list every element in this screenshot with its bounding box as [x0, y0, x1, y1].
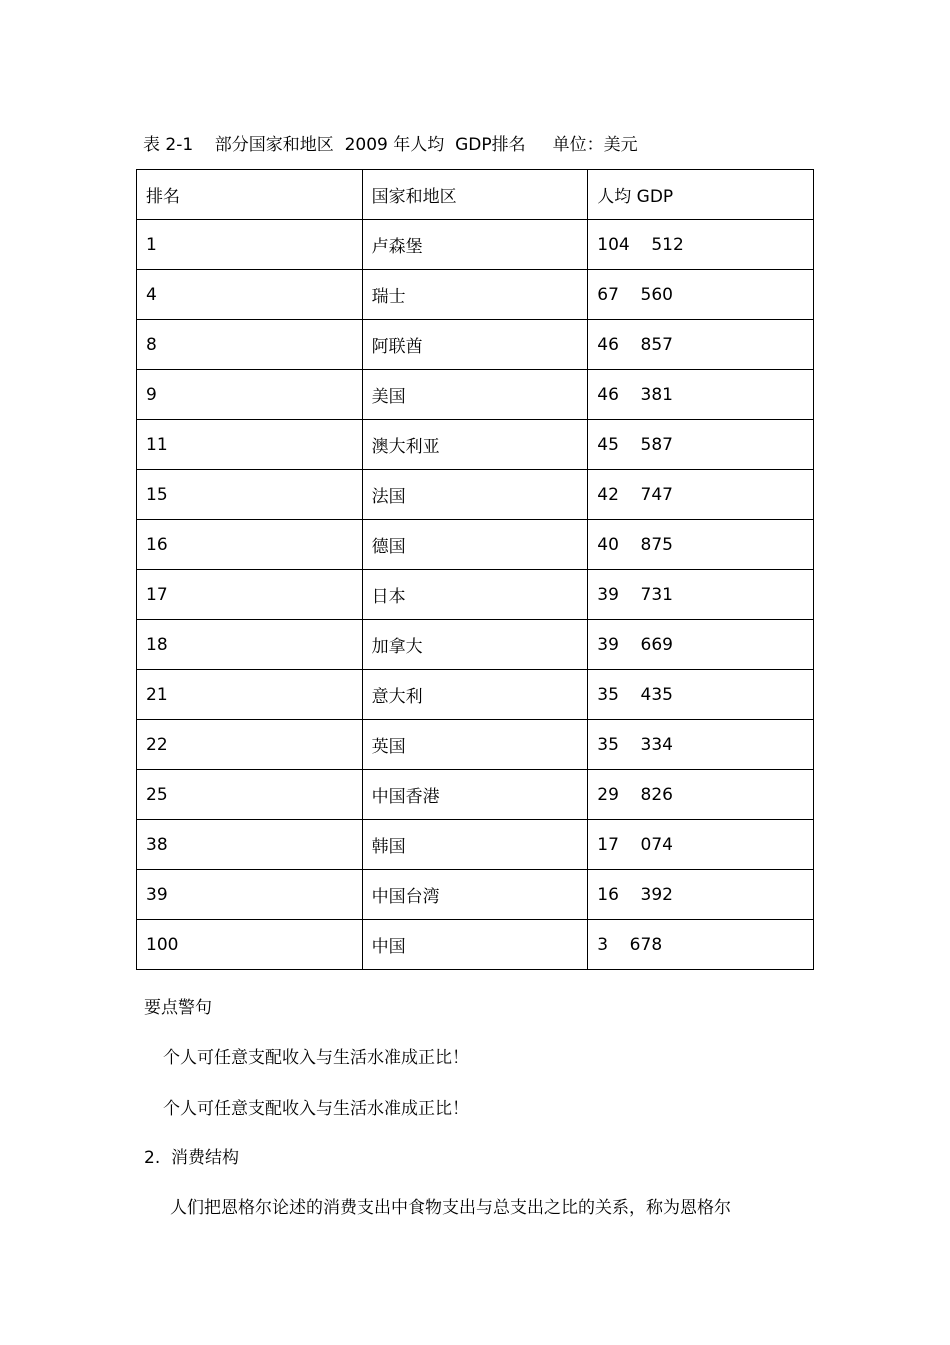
header-rank: 排名 [137, 170, 363, 220]
cell-country: 意大利 [362, 670, 588, 720]
cell-rank: 39 [137, 870, 363, 920]
section-heading-key-points: 要点警句 [144, 998, 212, 1018]
table-row [137, 670, 814, 720]
table-row [137, 320, 814, 370]
cell-country: 卢森堡 [362, 220, 588, 270]
table-row [137, 520, 814, 570]
cell-rank: 17 [137, 570, 363, 620]
cell-country: 澳大利亚 [362, 420, 588, 470]
cell-country: 美国 [362, 370, 588, 420]
table-row [137, 570, 814, 620]
cell-country: 韩国 [362, 820, 588, 870]
key-point-line: 个人可任意支配收入与生活水准成正比！ [163, 1048, 469, 1068]
table-row [137, 270, 814, 320]
cell-country: 加拿大 [362, 620, 588, 670]
cell-rank: 1 [137, 220, 363, 270]
cell-gdp: 104 512 [588, 220, 814, 270]
cell-country: 中国香港 [362, 770, 588, 820]
cell-country: 瑞士 [362, 270, 588, 320]
cell-gdp: 40 875 [588, 520, 814, 570]
cell-country: 阿联酋 [362, 320, 588, 370]
table-caption: 表 2-1 部分国家和地区 2009 年人均 GDP排名 单位：美元 [143, 135, 638, 155]
cell-country: 中国 [362, 920, 588, 970]
cell-country: 英国 [362, 720, 588, 770]
cell-rank: 9 [137, 370, 363, 420]
key-point-line: 个人可任意支配收入与生活水准成正比！ [163, 1099, 469, 1119]
table-row [137, 370, 814, 420]
cell-gdp: 35 435 [588, 670, 814, 720]
table-header-row [137, 170, 814, 220]
cell-rank: 21 [137, 670, 363, 720]
cell-gdp: 3 678 [588, 920, 814, 970]
cell-gdp: 35 334 [588, 720, 814, 770]
cell-gdp: 45 587 [588, 420, 814, 470]
cell-rank: 25 [137, 770, 363, 820]
cell-rank: 16 [137, 520, 363, 570]
cell-rank: 38 [137, 820, 363, 870]
cell-gdp: 46 857 [588, 320, 814, 370]
table-row [137, 920, 814, 970]
cell-country: 中国台湾 [362, 870, 588, 920]
table-row [137, 770, 814, 820]
table-row [137, 620, 814, 670]
table-row [137, 470, 814, 520]
cell-gdp: 67 560 [588, 270, 814, 320]
table-row [137, 720, 814, 770]
table-row [137, 420, 814, 470]
cell-gdp: 17 074 [588, 820, 814, 870]
cell-gdp: 39 731 [588, 570, 814, 620]
header-country: 国家和地区 [362, 170, 588, 220]
section-heading-consumption-structure: 2. 消费结构 [144, 1148, 240, 1168]
cell-rank: 18 [137, 620, 363, 670]
cell-rank: 8 [137, 320, 363, 370]
header-gdp: 人均 GDP [588, 170, 814, 220]
cell-rank: 15 [137, 470, 363, 520]
cell-rank: 22 [137, 720, 363, 770]
cell-rank: 11 [137, 420, 363, 470]
cell-gdp: 39 669 [588, 620, 814, 670]
cell-gdp: 16 392 [588, 870, 814, 920]
table-row [137, 870, 814, 920]
cell-country: 德国 [362, 520, 588, 570]
cell-gdp: 29 826 [588, 770, 814, 820]
body-paragraph: 人们把恩格尔论述的消费支出中食物支出与总支出之比的关系，称为恩格尔 [170, 1198, 731, 1218]
cell-country: 日本 [362, 570, 588, 620]
table-row [137, 820, 814, 870]
cell-rank: 4 [137, 270, 363, 320]
gdp-ranking-table [136, 169, 814, 970]
cell-rank: 100 [137, 920, 363, 970]
table-row [137, 220, 814, 270]
cell-gdp: 46 381 [588, 370, 814, 420]
cell-country: 法国 [362, 470, 588, 520]
cell-gdp: 42 747 [588, 470, 814, 520]
